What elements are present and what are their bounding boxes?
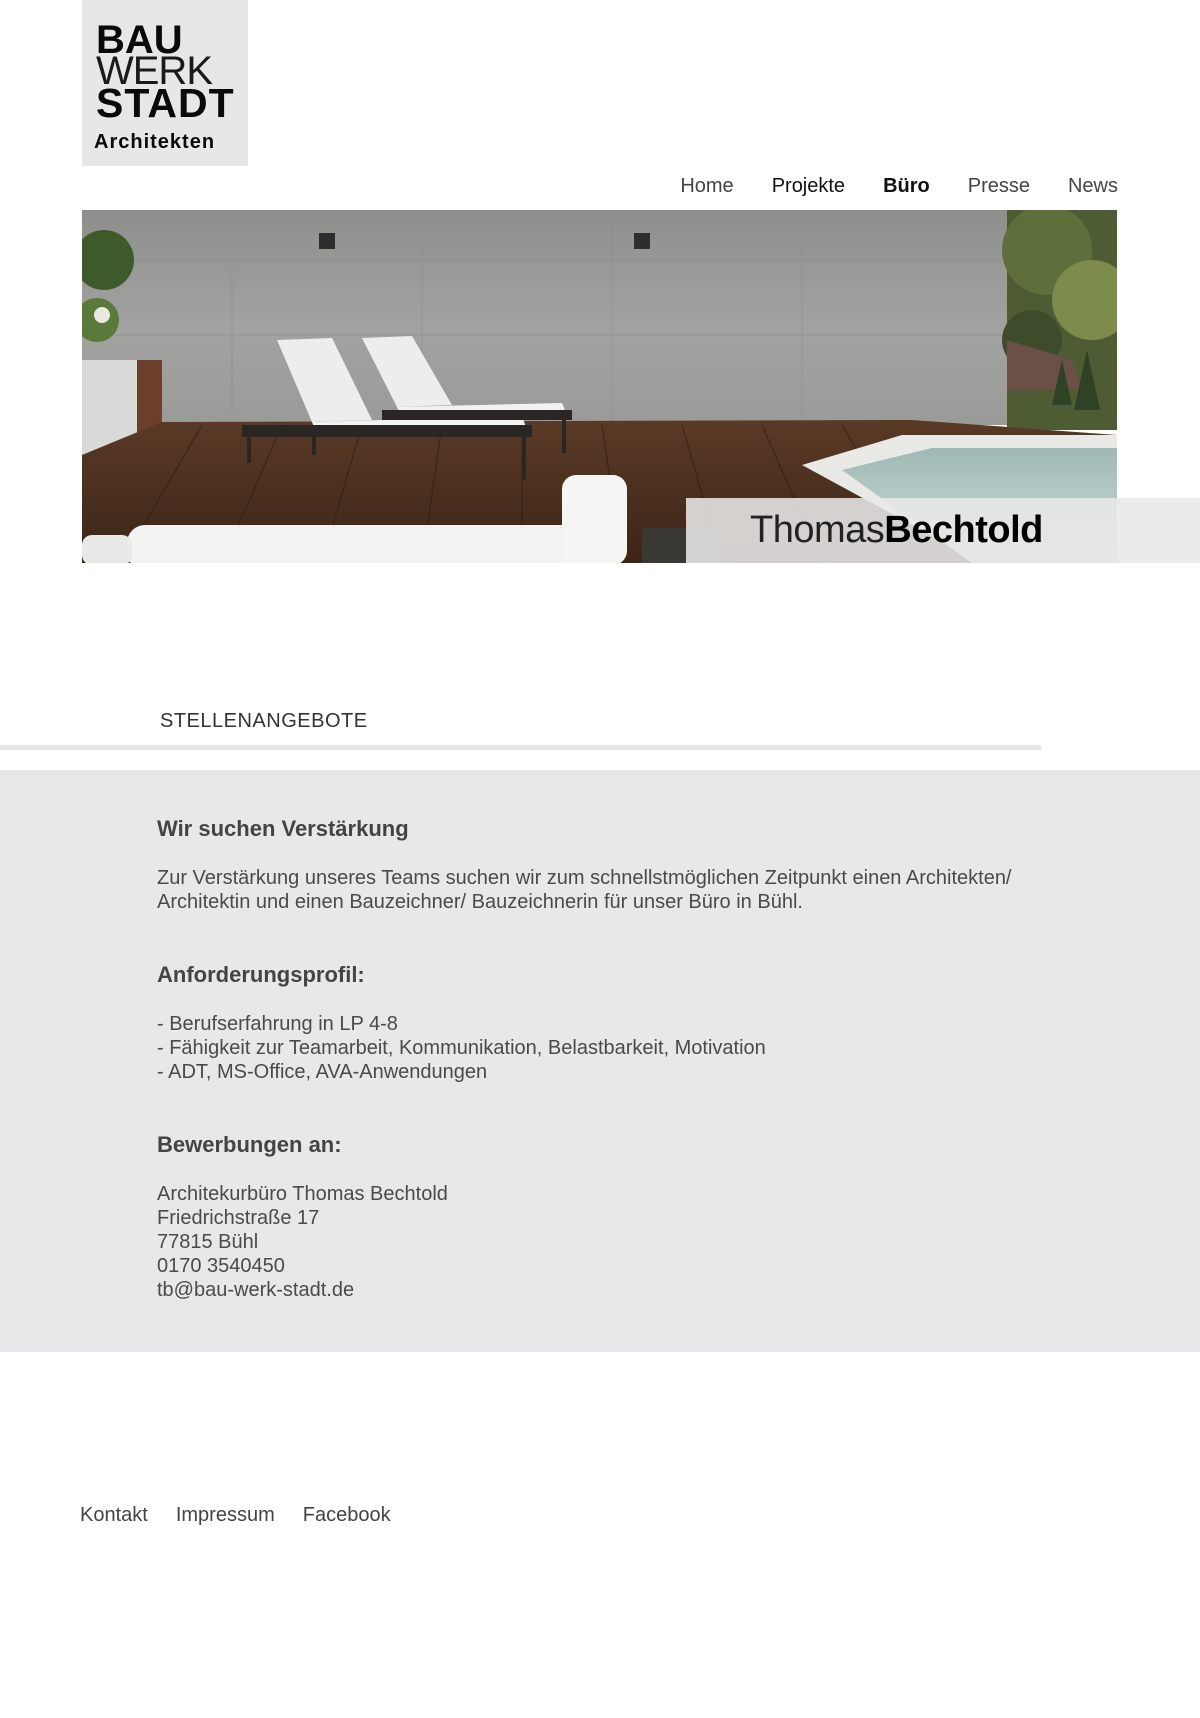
footer-links (80, 1501, 419, 1529)
requirement-item: - Fähigkeit zur Teamarbeit, Kommunikation, Belastbarkeit, Motivation (157, 1037, 766, 1059)
contact-address (157, 1182, 448, 1302)
applications-heading: Bewerbungen an: (157, 1132, 342, 1157)
logo-word-architekten: Architekten (94, 131, 216, 153)
section-divider (0, 745, 1041, 750)
job-offer-panel (0, 770, 1200, 1352)
requirements-heading: Anforderungsprofil: (157, 962, 365, 987)
address-line: 77815 Bühl (157, 1231, 259, 1253)
nav-projekte[interactable]: Projekte (771, 175, 846, 197)
address-line: Architekurbüro Thomas Bechtold (157, 1183, 448, 1205)
job-intro (157, 866, 1012, 914)
logo-word-werk: WERK (96, 49, 212, 93)
footer-link-impressum[interactable]: Impressum (175, 1504, 275, 1526)
architect-name (750, 507, 1043, 553)
nav-news[interactable]: News (1067, 175, 1118, 197)
architect-first-name: Thomas (750, 509, 885, 551)
nav-presse[interactable]: Presse (967, 175, 1030, 197)
site-logo[interactable] (82, 0, 248, 166)
nav-home[interactable]: Home (680, 175, 734, 197)
nav-buero[interactable]: Büro (883, 175, 930, 197)
phone-number: 0170 3540450 (157, 1255, 285, 1277)
job-intro-line: Architektin und einen Bauzeichner/ Bauzeichnerin für unser Büro in Bühl. (157, 891, 803, 913)
section-title: STELLENANGEBOTE (160, 710, 368, 732)
address-line: Friedrichstraße 17 (157, 1207, 320, 1229)
footer-link-kontakt[interactable]: Kontakt (80, 1504, 148, 1526)
main-navigation (642, 172, 1118, 200)
logo-word-bau: BAU (96, 18, 183, 62)
architect-last-name: Bechtold (884, 509, 1043, 551)
requirement-item: - Berufserfahrung in LP 4-8 (157, 1013, 398, 1035)
footer-link-facebook[interactable]: Facebook (302, 1504, 391, 1526)
job-intro-line: Zur Verstärkung unseres Teams suchen wir zum schnellstmöglichen Zeitpunkt einen Architekten/ (157, 867, 1012, 889)
logo-word-stadt: STADT (96, 80, 235, 126)
email-address[interactable]: tb@bau-werk-stadt.de (157, 1279, 355, 1301)
job-heading: Wir suchen Verstärkung (157, 816, 409, 841)
requirements-list (157, 1012, 766, 1084)
requirement-item: - ADT, MS-Office, AVA-Anwendungen (157, 1061, 488, 1083)
